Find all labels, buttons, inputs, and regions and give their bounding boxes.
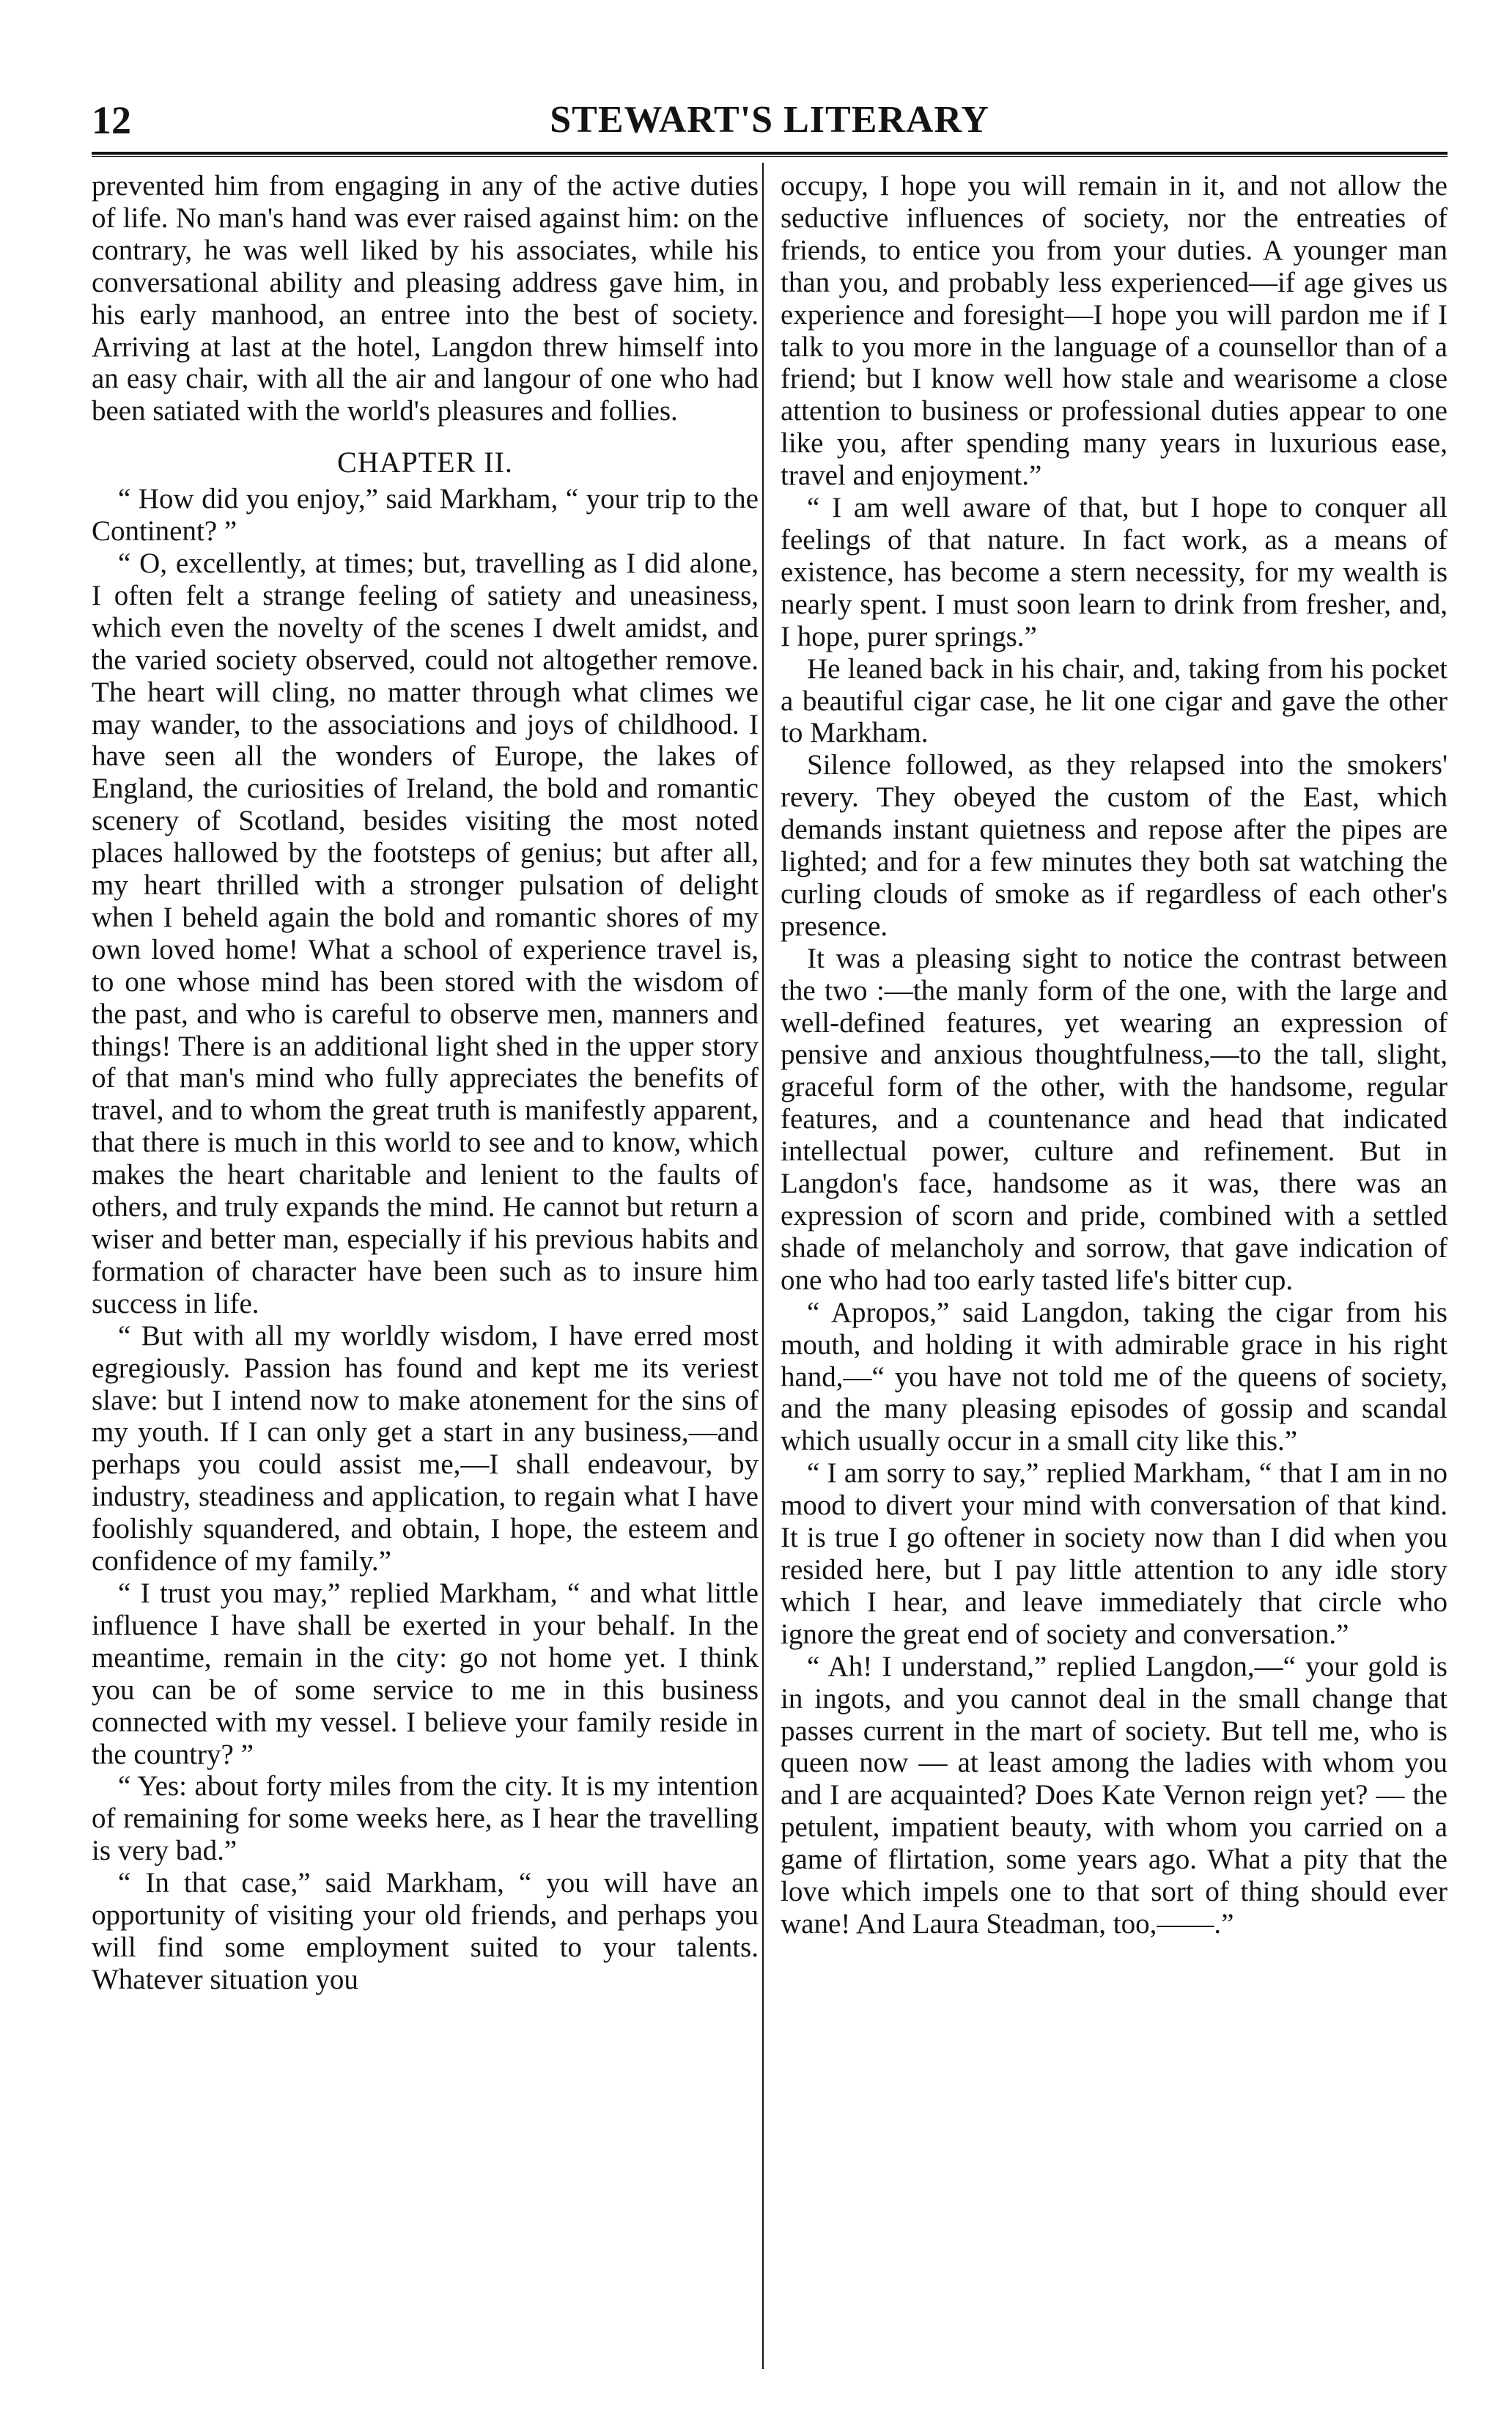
paragraph: “ Yes: about forty miles from the city. It is my intention of remaining for some weeks here, as I hear the travelling is very bad.”: [92, 1770, 759, 1867]
paragraph: “ O, excellently, at times; but, travelling as I did alone, I often felt a strange feeling of satiety and uneasiness, which even the novelty of the scenes I dwelt amidst, and the varied society observed, could not altogether remove. The heart will cling, no matter through what climes we may wander, to the associations and joys of childhood. I have seen all the wonders of Europe, the lakes of England, the curiosities of Ireland, the bold and romantic scenery of Scotland, besides visiting the most noted places hallowed by the footsteps of genius; but after all, my heart thrilled with a stronger pulsation of delight when I beheld again the bold and romantic shores of my own loved home! What a school of experience travel is, to one whose mind has been stored with the wisdom of the past, and who is careful to observe men, manners and things! There is an additional light shed in the upper story of that man's mind who fully appreciates the benefits of travel, and to whom the great truth is manifestly apparent, that there is much in this world to see and to know, which makes the heart charitable and lenient to the faults of others, and truly expands the mind. He cannot but return a wiser and better man, especially if his previous habits and formation of character have been such as to insure him success in life.: [92, 547, 759, 1319]
paragraph: “ I trust you may,” replied Markham, “ and what little influence I have shall be exerted in your behalf. In the meantime, remain in the city: go not home yet. I think you can be of some service to me in this business connected with my vessel. I believe your family reside in the country? ”: [92, 1577, 759, 1770]
page-number: 12: [92, 98, 131, 142]
paragraph: “ I am sorry to say,” replied Markham, “ that I am in no mood to divert your mind with conversation of that kind. It is true I go oftener in society now than I did when you resided here, but I pay little attention to any idle story which I hear, and leave immediately that circle who ignore the great end of society and conversation.”: [781, 1457, 1448, 1650]
header-rule-thin: [92, 156, 1448, 157]
paragraph: “ But with all my worldly wisdom, I have erred most egregiously. Passion has found and kept me its veriest slave: but I intend now to make atonement for the sins of my youth. If I can only get a start in any business,—and perhaps you could assist me,—I shall endeavour, by industry, steadiness and application, to regain what I have foolishly squandered, and obtain, I hope, the esteem and confidence of my family.”: [92, 1319, 759, 1577]
paragraph: “ I am well aware of that, but I hope to conquer all feelings of that nature. In fact work, as a means of existence, has become a stern necessity, for my wealth is nearly spent. I must soon learn to drink from fresher, and, I hope, purer springs.”: [781, 492, 1448, 652]
left-column: [92, 170, 759, 2362]
page-header: [92, 91, 1448, 150]
chapter-heading: CHAPTER II.: [337, 446, 513, 479]
paragraph: It was a pleasing sight to notice the contrast between the two :—the manly form of the one, with the large and well-defined features, yet wearing an expression of pensive and anxious thoughtfulness,—to the tall, slight, graceful form of the other, with the handsome, regular features, and a countenance and head that indicated intellectual power, culture and refinement. But in Langdon's face, handsome as it was, there was an expression of scorn and pride, combined with a settled shade of melancholy and sorrow, that gave indication of one who had too early tasted life's bitter cup.: [781, 942, 1448, 1296]
paragraph: Silence followed, as they relapsed into the smokers' revery. They obeyed the custom of the East, which demands instant quietness and repose after the pipes are lighted; and for a few minutes they both sat watching the curling clouds of smoke as if regardless of each other's presence.: [781, 749, 1448, 942]
paragraph: He leaned back in his chair, and, taking from his pocket a beautiful cigar case, he lit one cigar and gave the other to Markham.: [781, 652, 1448, 749]
paragraph: occupy, I hope you will remain in it, and not allow the seductive influences of society, nor the entreaties of friends, to entice you from your duties. A younger man than you, and probably less experienced—if age gives us experience and foresight—I hope you will pardon me if I talk to you more in the language of a counsellor than of a friend; but I know well how stale and wearisome a close attention to business or professional duties appear to one like you, after spending many years in luxurious ease, travel and enjoyment.”: [781, 170, 1448, 492]
paragraph: “ Ah! I understand,” replied Langdon,—“ your gold is in ingots, and you cannot deal in the small change that passes current in the mart of society. But tell me, who is queen now — at least among the ladies with whom you and I are acquainted? Does Kate Vernon reign yet? — the petulent, impatient beauty, with whom you carried on a game of flirtation, some years ago. What a pity that the love which impels one to that sort of thing should ever wane! And Laura Steadman, too,——.”: [781, 1650, 1448, 1940]
column-divider: [762, 163, 764, 2369]
header-rule: [92, 152, 1448, 155]
paragraph: prevented him from engaging in any of the active duties of life. No man's hand was ever raised against him: on the contrary, he was well liked by his associates, while his conversational ability and pleasing address gave him, in his early manhood, an entree into the best of society. Arriving at last at the hotel, Langdon threw himself into an easy chair, with all the air and langour of one who had been satiated with the world's pleasures and follies.: [92, 170, 759, 427]
paragraph: “ In that case,” said Markham, “ you will have an opportunity of visiting your old friends, and perhaps you will find some employment suited to your talents. Whatever situation you: [92, 1867, 759, 1995]
paragraph: “ How did you enjoy,” said Markham, “ your trip to the Continent? ”: [92, 483, 759, 548]
paragraph: “ Apropos,” said Langdon, taking the cigar from his mouth, and holding it with admirable grace in his right hand,—“ you have not told me of the queens of society, and the many pleasing episodes of gossip and scandal which usually occur in a small city like this.”: [781, 1296, 1448, 1457]
running-title: STEWART'S LITERARY: [550, 99, 989, 141]
right-column: [781, 170, 1448, 2362]
